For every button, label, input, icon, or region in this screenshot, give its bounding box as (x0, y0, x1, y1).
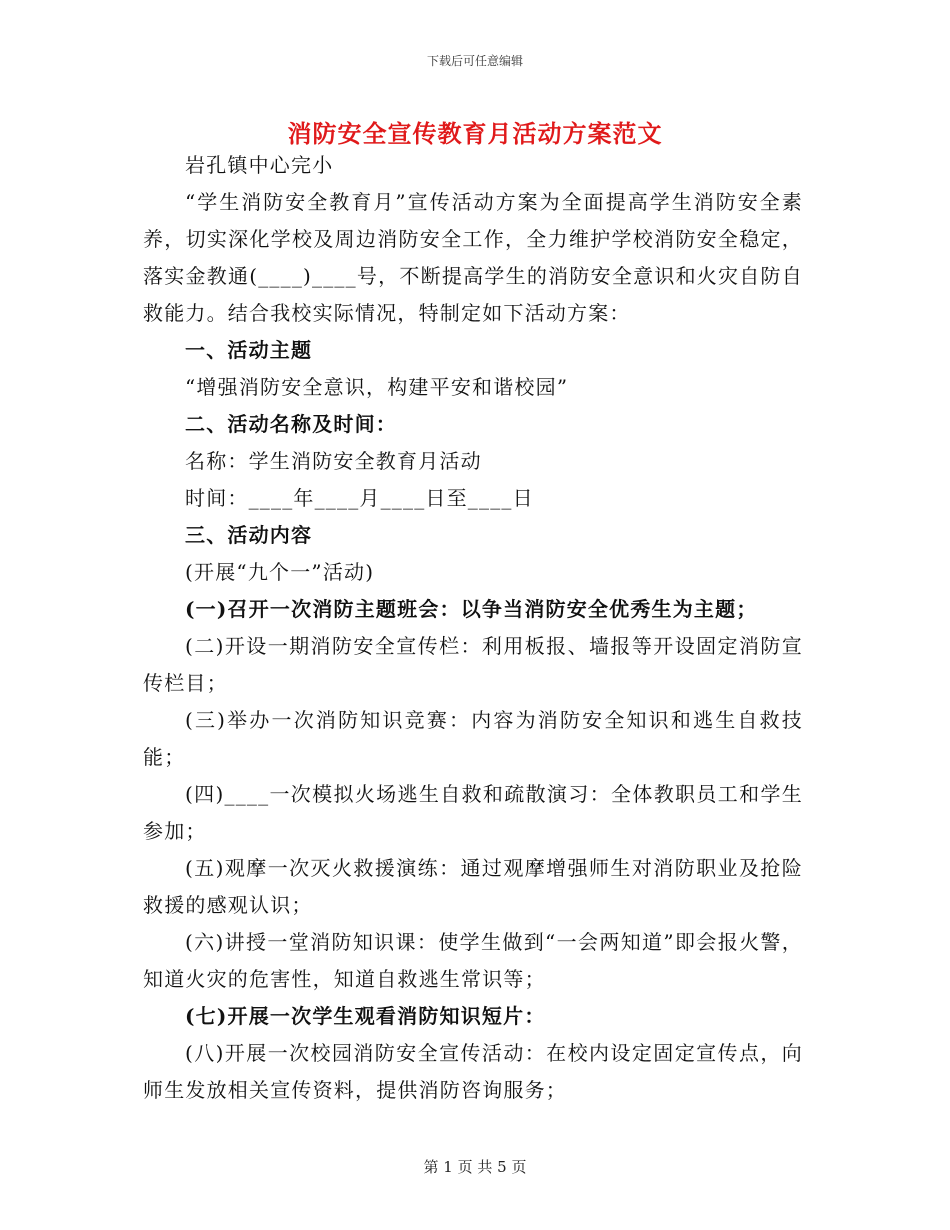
content-item: (八)开展一次校园消防安全宣传活动：在校内设定固定宣传点，向师生发放相关宣传资料，提供消防咨询服务； (143, 1041, 803, 1102)
content-item: (五)观摩一次灭火救援演练：通过观摩增强师生对消防职业及抢险救援的感观认识； (143, 856, 803, 917)
intro-paragraph: “学生消防安全教育月”宣传活动方案为全面提高学生消防安全素养，切实深化学校及周边消防安全工作，全力维护学校消防安全稳定，落实金教通(____)____号，不断提高学生的消防安全意识和火灾自防自救能力。结合我校实际情况，特制定如下活动方案： (143, 190, 803, 325)
document-title: 消防安全宣传教育月活动方案范文 (287, 119, 663, 148)
activity-time-line: 时间：____年____月____日至____日 (185, 486, 534, 510)
school-name: 岩孔镇中心完小 (185, 153, 334, 177)
section-heading-content: 三、活动内容 (185, 523, 313, 547)
content-item: (六)讲授一堂消防知识课：使学生做到“一会两知道”即会报火警，知道火灾的危害性，知道自救逃生常识等； (143, 930, 803, 991)
page-footer: 第 1 页 共 5 页 (423, 1158, 527, 1176)
theme-text: “增强消防安全意识，构建平安和谐校园” (185, 375, 569, 399)
activity-name-line: 名称：学生消防安全教育月活动 (185, 449, 482, 473)
content-intro: (开展“九个一”活动) (185, 560, 375, 584)
section-heading-name-time: 二、活动名称及时间： (185, 412, 397, 436)
content-item: (二)开设一期消防安全宣传栏：利用板报、墙报等开设固定消防宣传栏目； (143, 634, 803, 695)
content-item: (一)召开一次消防主题班会：以争当消防安全优秀生为主题； (185, 597, 758, 621)
content-item: (四)____一次模拟火场逃生自救和疏散演习：全体教职员工和学生参加； (143, 782, 803, 843)
page-header: 下载后可任意编辑 (426, 54, 523, 68)
content-item: (三)举办一次消防知识竞赛：内容为消防安全知识和逃生自救技能； (143, 708, 803, 769)
document-body (143, 147, 803, 1109)
section-heading-theme: 一、活动主题 (185, 338, 313, 362)
content-item: (七)开展一次学生观看消防知识短片： (185, 1004, 546, 1028)
